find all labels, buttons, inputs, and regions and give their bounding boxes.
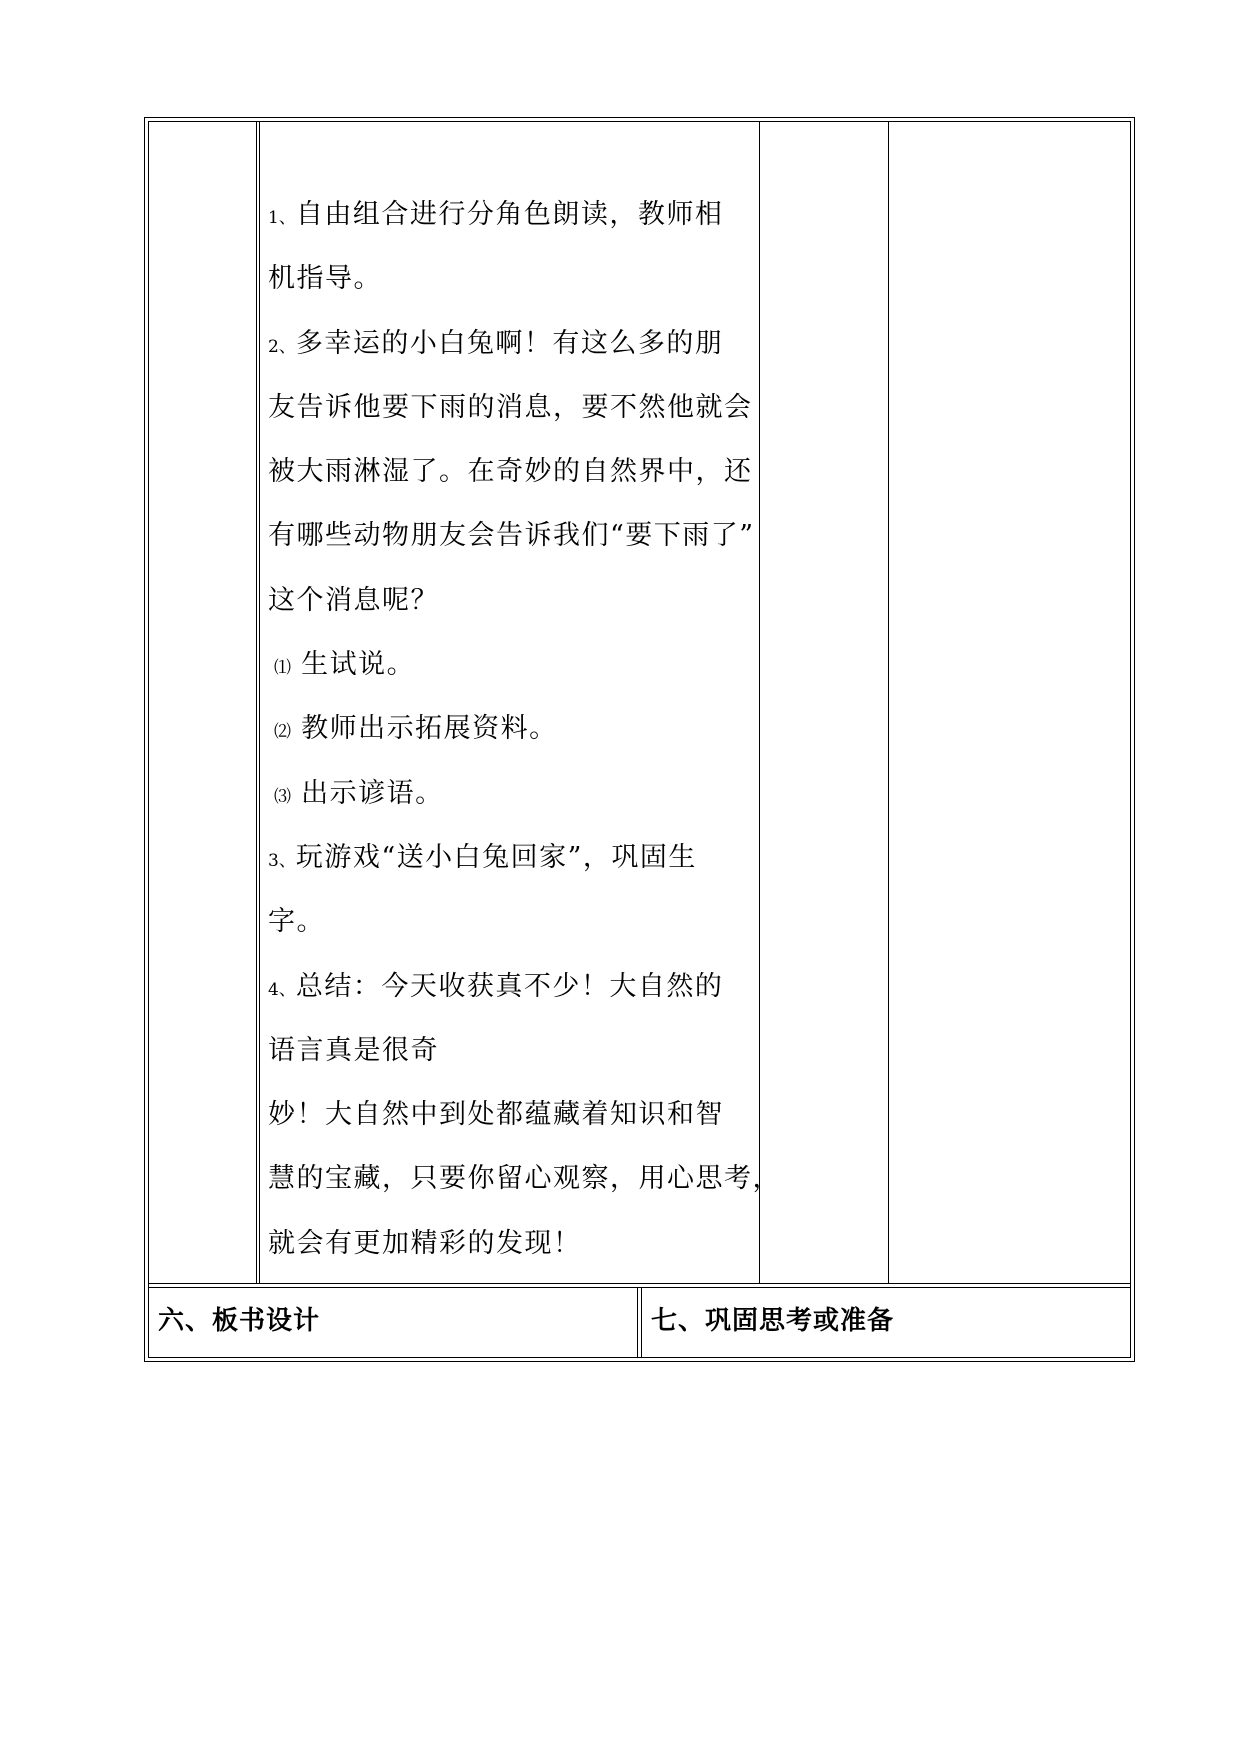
- item-4-continuation: 语言真是很奇: [268, 1034, 439, 1066]
- item-4-line: [268, 962, 768, 1026]
- subitem-text: 教师出示拓展资料。: [301, 713, 558, 745]
- subitem-2-line: [268, 704, 768, 768]
- row-divider-top: [148, 1283, 1131, 1284]
- column-divider-1: [256, 121, 257, 1283]
- subitem-number: ⑶: [274, 786, 291, 807]
- item-text: 多幸运的小白兔啊！有这么多的朋: [295, 327, 724, 359]
- subitem-text: 生试说。: [301, 649, 416, 681]
- subitem-text: 出示谚语。: [301, 777, 444, 809]
- subitem-3-line: [268, 769, 768, 833]
- subitem-1-line: [268, 640, 768, 704]
- item-4-continuation: 妙！大自然中到处都蕴藏着知识和智: [268, 1099, 724, 1131]
- teaching-procedure: [268, 190, 781, 1283]
- item-number: 3、: [268, 850, 296, 871]
- item-2-continuation: 有哪些动物朋友会告诉我们“要下雨了”: [268, 520, 755, 552]
- board-design-heading: 六、板书设计: [158, 1306, 321, 1336]
- item-2-continuation: 这个消息呢？: [268, 584, 439, 616]
- item-2-line: [268, 319, 768, 383]
- item-2-continuation: 友告诉他要下雨的消息，要不然他就会: [268, 391, 753, 423]
- item-1-continuation: 机指导。: [268, 263, 382, 295]
- subitem-number: ⑴: [274, 658, 291, 679]
- item-4-continuation: 就会有更加精彩的发现！: [268, 1227, 582, 1259]
- footer-divider-2: [641, 1287, 642, 1358]
- column-divider-2: [259, 121, 260, 1283]
- item-number: 1、: [268, 208, 296, 228]
- item-text: 玩游戏“送小白兔回家”，巩固生: [295, 841, 697, 873]
- item-1-line: [268, 190, 768, 254]
- item-text: 总结：今天收获真不少！大自然的: [295, 970, 724, 1002]
- subitem-number: ⑵: [274, 722, 291, 743]
- row-divider-bottom: [148, 1287, 1131, 1288]
- consolidation-heading: 七、巩固思考或准备: [651, 1306, 895, 1336]
- item-4-continuation: 慧的宝藏，只要你留心观察，用心思考，: [268, 1163, 781, 1195]
- item-3-continuation: 字。: [268, 906, 325, 938]
- item-text: 自由组合进行分角色朗读，教师相: [295, 199, 724, 230]
- item-number: 2、: [268, 336, 296, 357]
- item-3-line: [268, 833, 768, 897]
- footer-divider-1: [637, 1287, 638, 1358]
- item-2-continuation: 被大雨淋湿了。在奇妙的自然界中，还: [268, 456, 753, 488]
- column-divider-4: [888, 121, 889, 1283]
- item-number: 4、: [268, 979, 296, 1000]
